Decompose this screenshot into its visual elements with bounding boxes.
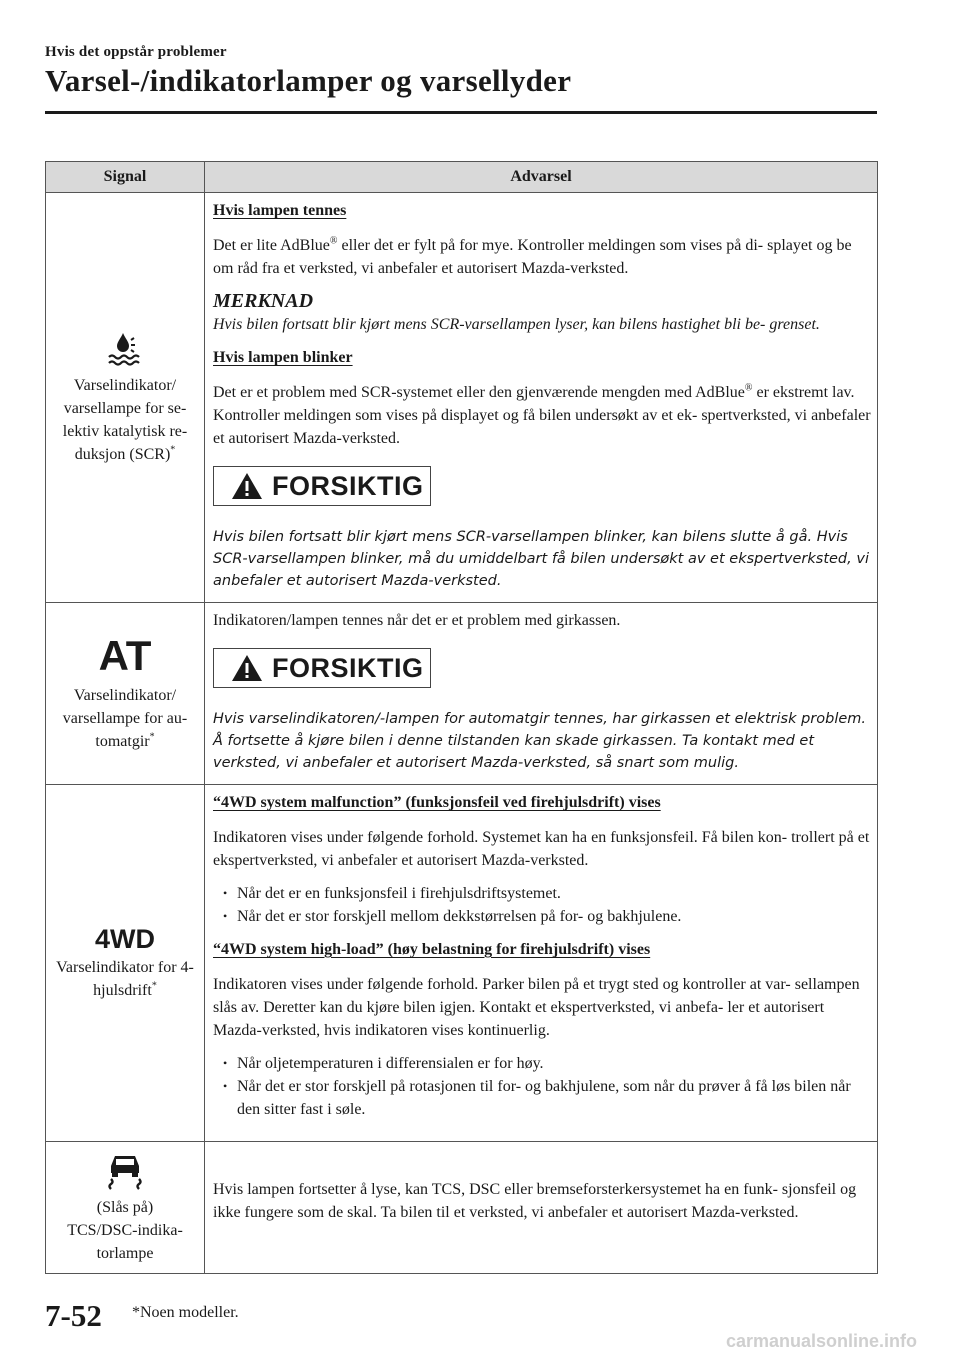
caution-text-at: Hvis varselindikatoren/-lampen for automatgir tennes, har girkassen et elektrisk problem. Å fortsette å kjøre bilen i denne tilstanden kan skade girkassen. Ta kontakt med et verksted, vi anbefaler et autorisert Mazda-verksted, så snart som mulig. <box>213 711 867 771</box>
footnote: *Noen modeller. <box>132 1304 239 1321</box>
scr-warning-icon <box>105 330 145 368</box>
signal-cell-tcs <box>46 1142 205 1274</box>
column-header-warning: Advarsel <box>205 162 878 193</box>
signal-label-at: Varselindikator/ varsellampe for au- tomatgir* <box>62 687 188 750</box>
warning-triangle-icon <box>230 471 264 501</box>
subheading-4wd-high-load: “4WD system high-load” (høy belastning for firehjulsdrift) vises <box>213 941 651 958</box>
note-title: MERKNAD <box>213 290 314 312</box>
paragraph-lamp-on: Det er lite AdBlue® eller det er fylt på for mye. Kontroller meldingen som vises på di- splayet og be om råd fra et verksted, vi anbefaler et autorisert Mazda-verksted. <box>213 235 852 277</box>
list-item: • Når det er stor forskjell mellom dekkstørrelsen på for- og bakhjulene. <box>223 905 871 928</box>
at-icon: AT <box>98 632 152 679</box>
tcs-dsc-skid-icon <box>105 1150 145 1190</box>
warning-cell-at <box>205 603 878 785</box>
bullet-list-malfunction <box>213 882 871 928</box>
table-row-at <box>46 603 878 785</box>
column-header-signal: Signal <box>46 162 205 193</box>
signal-cell-at <box>46 603 205 785</box>
warning-triangle-icon <box>230 653 264 683</box>
bullet-list-high-load <box>213 1052 871 1121</box>
4wd-icon: 4WD <box>95 924 155 954</box>
warning-table <box>45 161 878 1274</box>
subheading-lamp-on: Hvis lampen tennes <box>213 202 347 219</box>
list-item: • Når det er en funksjonsfeil i firehjulsdriftsystemet. <box>223 882 871 905</box>
caution-text-scr: Hvis bilen fortsatt blir kjørt mens SCR-varsellampen blinker, kan bilens slutte å gå. Hvis SCR-varsellampen blinker, må du umiddelbart få bilen undersøkt av et ekspertverksted, vi anbefaler et autorisert Mazda-verksted. <box>213 529 869 589</box>
paragraph-4wd-high-load: Indikatoren vises under følgende forhold. Parker bilen på et trygt sted og kontroller at var- sellampen slås av. Deretter kan du kjøre bilen igjen. Kontakt et ekspertverksted, vi anbefa- ler et autorisert Mazda-verksted, hvis indikatoren vises kontinuerlig. <box>213 976 860 1039</box>
caution-box-scr <box>213 466 431 506</box>
caution-box-at <box>213 648 431 688</box>
header-divider <box>45 111 877 114</box>
section-title: Hvis det oppstår problemer <box>45 44 227 60</box>
subheading-4wd-malfunction: “4WD system malfunction” (funksjonsfeil ved firehjulsdrift) vises <box>213 794 661 811</box>
list-item: • Når det er stor forskjell på rotasjonen til for- og bakhjulene, som når du prøver å få løs bilen når den sitter fast i søle. <box>223 1075 871 1121</box>
paragraph-4wd-malfunction: Indikatoren vises under følgende forhold. Systemet kan ha en funksjonsfeil. Få bilen kon- trollert på et ekspertverksted, vi anbefaler et autorisert Mazda-verksted. <box>213 829 870 869</box>
signal-label-4wd: Varselindikator for 4-hjulsdrift* <box>56 959 194 999</box>
signal-state-tcs: (Slås på) <box>96 1199 154 1216</box>
caution-label: FORSIKTIG <box>272 470 424 501</box>
warning-cell-tcs <box>205 1142 878 1274</box>
paragraph-tcs: Hvis lampen fortsetter å lyse, kan TCS, DSC eller bremseforsterkersystemet ha en funk- sjonsfeil og ikke fungere som de skal. Ta bilen til et verksted, vi anbefaler et autorisert Mazda-verksted. <box>213 1180 857 1221</box>
signal-label-scr: Varselindikator/ varsellampe for se- lektiv katalytisk re- duksjon (SCR)* <box>62 376 188 463</box>
caution-label: FORSIKTIG <box>272 652 424 683</box>
paragraph-lamp-blinks: Det er et problem med SCR-systemet eller den gjenværende mengden med AdBlue® er ekstremt lav. Kontroller meldingen som vises på displayet og få bilen undersøkt av et ek- spertverksted, vi anbefaler et autorisert Mazda-verksted. <box>213 382 871 447</box>
watermark: carmanualsonline.info <box>726 1331 918 1351</box>
table-row-tcs <box>46 1142 878 1274</box>
page-header <box>45 44 877 99</box>
signal-label-tcs: TCS/DSC-indika- torlampe <box>67 1222 183 1262</box>
signal-cell-scr <box>46 193 205 603</box>
subheading-lamp-blinks: Hvis lampen blinker <box>213 349 353 366</box>
paragraph-at: Indikatoren/lampen tennes når det er et problem med girkassen. <box>213 612 621 629</box>
page-title: Varsel-/indikatorlamper og varsellyder <box>45 63 572 98</box>
table-header-row <box>46 162 878 193</box>
warning-cell-4wd <box>205 785 878 1142</box>
table-row-scr <box>46 193 878 603</box>
warning-cell-scr <box>205 193 878 603</box>
page-number: 7-52 <box>45 1298 102 1333</box>
list-item: • Når oljetemperaturen i differensialen er for høy. <box>223 1052 871 1075</box>
table-row-4wd <box>46 785 878 1142</box>
note-text: Hvis bilen fortsatt blir kjørt mens SCR-varsellampen lyser, kan bilens hastighet bli be- grenset. <box>213 316 820 333</box>
signal-cell-4wd <box>46 785 205 1142</box>
